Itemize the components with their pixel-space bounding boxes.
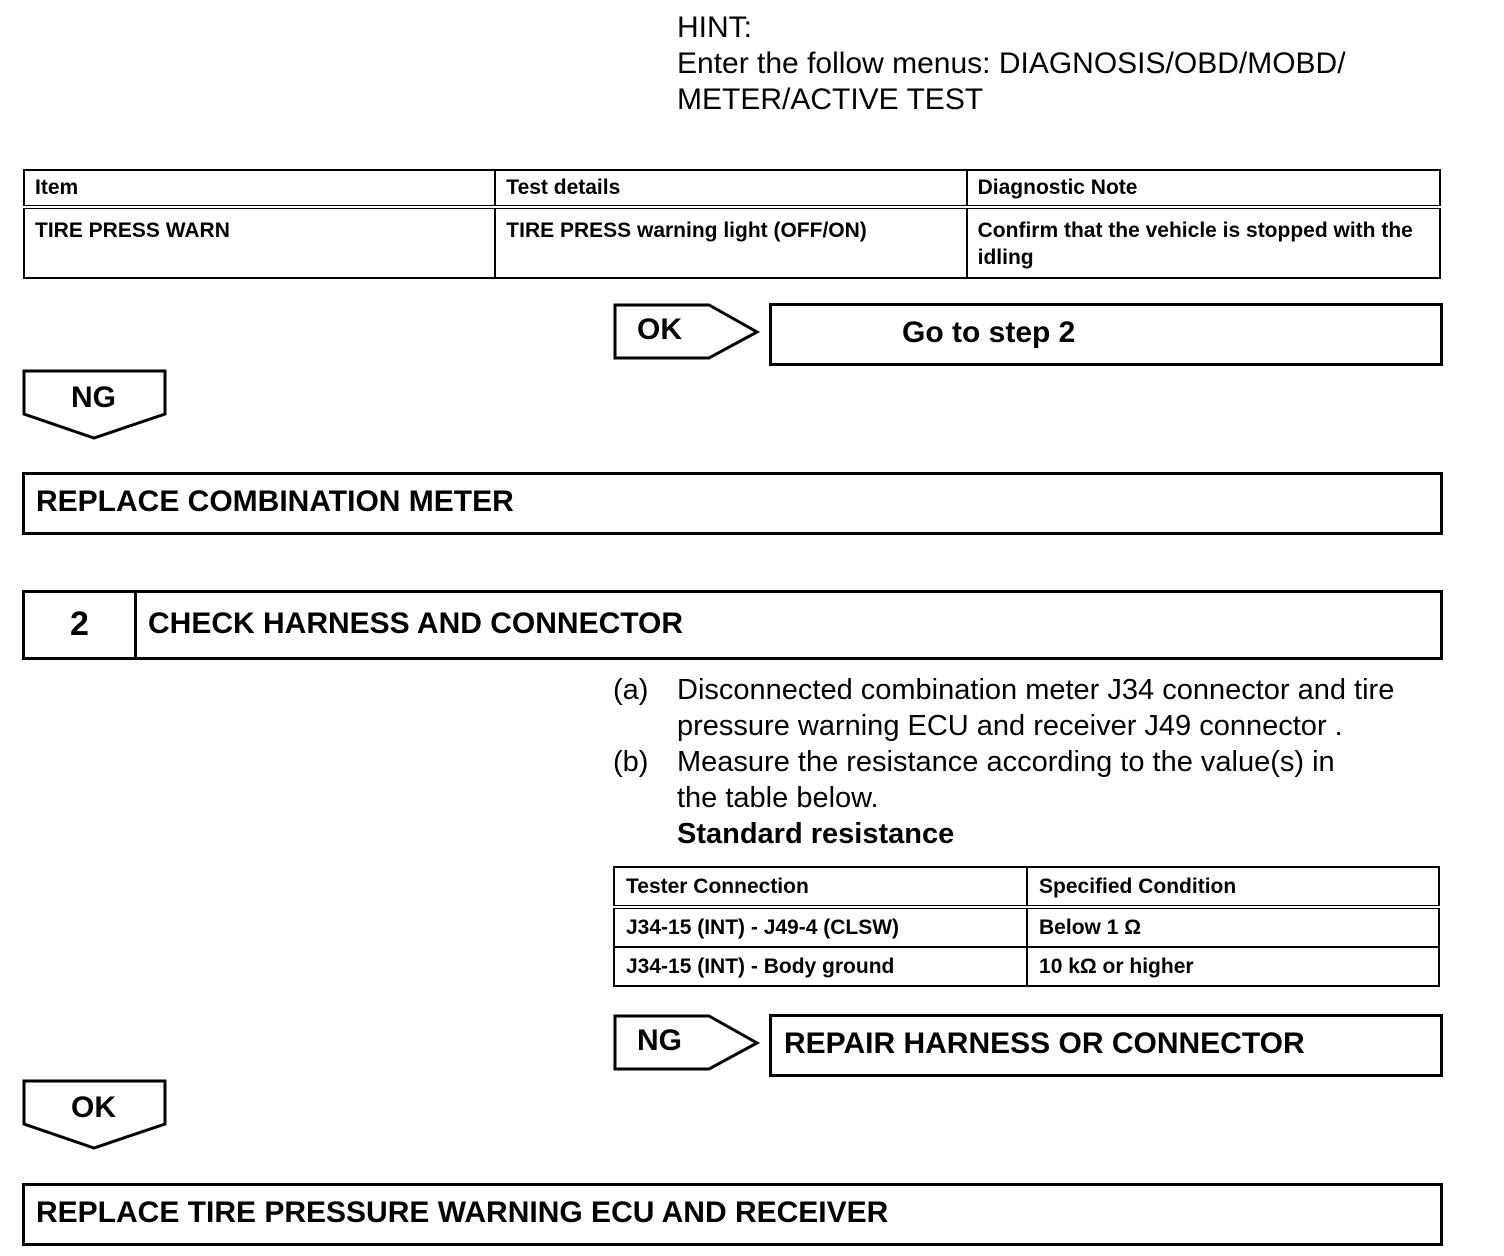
table-header-row (24, 170, 1440, 207)
instruction-a-text: Disconnected combination meter J34 connector and tire pressure warning ECU and receiver J49 connector . (677, 674, 1395, 742)
resistance-table (613, 866, 1440, 987)
repair-harness-text: REPAIR HARNESS OR CONNECTOR (784, 1027, 1305, 1060)
hint-line-1: Enter the follow menus: DIAGNOSIS/OBD/MOBD/ (677, 47, 1346, 80)
ng-arrow-label: NG (637, 1024, 682, 1057)
table-row (614, 947, 1439, 986)
table-header-row (614, 867, 1439, 907)
replace-tire-pressure-ecu-text: REPLACE TIRE PRESSURE WARNING ECU AND RECEIVER (36, 1196, 889, 1229)
cell-tester-connection: J34-15 (INT) - Body ground (614, 947, 1027, 986)
header-diagnostic-note: Diagnostic Note (967, 170, 1440, 207)
ok-arrow-label: OK (637, 313, 682, 346)
cell-specified-condition: 10 kΩ or higher (1027, 947, 1439, 986)
repair-harness-box (769, 1014, 1443, 1077)
ng-arrow-label: NG (71, 381, 116, 414)
instruction-a (613, 672, 1453, 744)
instruction-b-label: (b) (613, 746, 649, 778)
go-to-step-2-box (769, 303, 1443, 366)
ok-arrow-label: OK (71, 1091, 116, 1124)
cell-test-details: TIRE PRESS warning light (OFF/ON) (495, 207, 966, 278)
header-tester-connection: Tester Connection (614, 867, 1027, 907)
instruction-a-label: (a) (613, 674, 649, 706)
table-row (24, 207, 1440, 278)
active-test-table (23, 169, 1441, 279)
hint-title: HINT: (677, 11, 752, 44)
instruction-b-text: Measure the resistance according to the value(s) in the table below. (677, 746, 1335, 814)
header-item: Item (24, 170, 495, 207)
cell-tester-connection: J34-15 (INT) - J49-4 (CLSW) (614, 907, 1027, 947)
cell-diagnostic-note: Confirm that the vehicle is stopped with the idling (967, 207, 1440, 278)
hint-block (677, 10, 1346, 118)
step-title: CHECK HARNESS AND CONNECTOR (148, 607, 684, 640)
ok-arrow-right-icon (613, 303, 763, 361)
instructions (613, 672, 1453, 852)
cell-item: TIRE PRESS WARN (24, 207, 495, 278)
go-to-step-2-text: Go to step 2 (902, 316, 1076, 349)
header-test-details: Test details (495, 170, 966, 207)
standard-resistance-label: Standard resistance (677, 818, 955, 850)
table-row (614, 907, 1439, 947)
replace-combination-meter-text: REPLACE COMBINATION METER (36, 485, 514, 518)
header-specified-condition: Specified Condition (1027, 867, 1439, 907)
instruction-b (613, 744, 1453, 816)
step-2-header (22, 590, 1443, 660)
replace-tire-pressure-ecu-box (22, 1183, 1443, 1246)
step-number: 2 (25, 593, 137, 657)
hint-line-2: METER/ACTIVE TEST (677, 83, 984, 116)
replace-combination-meter-box (22, 472, 1443, 535)
cell-specified-condition: Below 1 Ω (1027, 907, 1439, 947)
ng-arrow-right-icon (613, 1014, 763, 1072)
